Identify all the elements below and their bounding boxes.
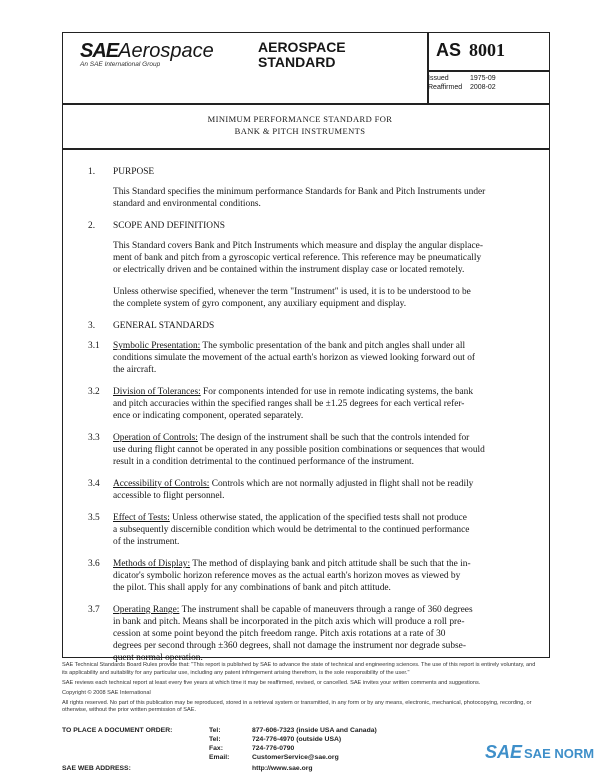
document-dates — [428, 74, 496, 92]
text-line: Accessibility of Controls: Controls which are not normally adjusted in flight shall not be readily — [113, 479, 474, 489]
subsection-heading: Effect of Tests: — [113, 513, 170, 523]
contact-label: Tel: — [209, 727, 221, 734]
text-line: the aircraft. — [113, 365, 157, 375]
issued-value: 1975-09 — [470, 75, 496, 82]
contact-label: Fax: — [209, 745, 223, 752]
logo-brand: SAE — [80, 40, 119, 62]
standard-type — [258, 40, 346, 70]
section-heading — [88, 166, 543, 178]
contact-value: 724-776-0790 — [252, 745, 295, 752]
logo-word: Aerospace — [118, 40, 214, 62]
as-number: 8001 — [469, 40, 506, 60]
text-line: a subsequently discernible condition which would be detrimental to the continued performance — [113, 525, 470, 535]
subsection — [88, 604, 543, 664]
subsection — [88, 478, 543, 502]
contact-value: CustomerService@sae.org — [252, 754, 339, 761]
subsection-heading: Methods of Display: — [113, 559, 191, 569]
section-title: SCOPE AND DEFINITIONS — [113, 221, 225, 231]
rights-notice: All rights reserved. No part of this publication may be reproduced, stored in a retrieval system or transmitted, in any form or by any means, electronic, mechanical, photocopying, recording, or otherwise, without the prior written permission of SAE. — [62, 699, 532, 713]
std-line1: AEROSPACE — [258, 39, 346, 55]
logo-group: An SAE International Group — [80, 61, 161, 68]
number-box-divider — [427, 70, 550, 72]
subsection — [88, 386, 543, 422]
subsection-text — [113, 558, 471, 594]
header-divider — [62, 103, 550, 105]
section-number: 1. — [88, 167, 96, 177]
text-line: standard and environmental conditions. — [113, 199, 261, 209]
text-line: ence or indicating component, operated separately. — [113, 411, 304, 421]
subsection-number: 3.1 — [88, 341, 100, 351]
subsection-heading: Operation of Controls: — [113, 433, 198, 443]
web-label: SAE WEB ADDRESS: — [62, 765, 131, 772]
sae-aerospace-logo — [80, 40, 214, 68]
text-line: the pilot. This shall apply for any combinations of bank and pitch attitude. — [113, 583, 391, 593]
notice-rules: SAE Technical Standards Board Rules provide that: "This report is published by SAE to advance the state of technical and engineering sciences. The use of this report is entirely voluntary, and its applicability and suitability for any particular use, including any patent infringement arising therefrom, is the sole responsibility of the user." — [62, 662, 536, 676]
text-line: conditions simulate the movement of the actual earth's horizon as viewed looking forward out of — [113, 353, 476, 363]
order-label: TO PLACE A DOCUMENT ORDER: — [62, 727, 173, 734]
subsection-number: 3.5 — [88, 513, 100, 523]
text-line: Operating Range: The instrument shall be capable of maneuvers through a range of 360 degrees — [113, 605, 473, 615]
watermark-text: SAE NORM — [524, 746, 595, 761]
subsection — [88, 512, 543, 548]
subsection-number: 3.4 — [88, 479, 100, 489]
sae-norm-watermark — [485, 742, 594, 763]
text-line: the complete system of gyro component, any auxiliary equipment and display. — [113, 299, 407, 309]
paragraph — [113, 186, 543, 210]
header-vertical-divider — [427, 32, 429, 104]
text-line: Methods of Display: The method of displaying bank and pitch attitude shall be such that the in- — [113, 559, 471, 569]
paragraph — [113, 240, 543, 276]
text-line: Division of Tolerances: For components intended for use in remote indicating systems, the bank — [113, 387, 474, 397]
subsection-heading: Operating Range: — [113, 605, 180, 615]
as-prefix: AS — [436, 40, 462, 60]
text-line: quent normal operation. — [113, 653, 203, 663]
watermark-brand: SAE — [485, 742, 523, 762]
reaffirmed-value: 2008-02 — [470, 84, 496, 91]
document-number — [436, 40, 505, 61]
title-line1: MINIMUM PERFORMANCE STANDARD FOR — [207, 114, 393, 124]
text-line: ment of bank and pitch from a gyroscopic vertical reference. This reference may be pneumatically — [113, 253, 482, 263]
text-line: Operation of Controls: The design of the instrument shall be such that the controls intended for — [113, 433, 470, 443]
reaffirmed-label: Reaffirmed — [428, 84, 463, 91]
paragraph — [113, 286, 543, 310]
title-divider — [62, 148, 550, 150]
title-line2: BANK & PITCH INSTRUMENTS — [234, 126, 366, 136]
text-line: Unless otherwise specified, whenever the term "Instrument" is used, it is to be understood to be — [113, 287, 471, 297]
text-line: dicator's symbolic horizon reference moves as the actual earth's horizon moves as viewed by — [113, 571, 461, 581]
subsection-number: 3.3 — [88, 433, 100, 443]
notice-review: SAE reviews each technical report at least every five years at which time it may be reaffirmed, revised, or cancelled. SAE invites your written comments and suggestions. — [62, 679, 481, 686]
std-line2: STANDARD — [258, 54, 336, 70]
subsection — [88, 558, 543, 594]
text-line: Symbolic Presentation: The symbolic presentation of the bank and pitch angles shall under all — [113, 341, 466, 351]
subsection-text — [113, 386, 473, 422]
subsection-text — [113, 512, 469, 548]
contact-label: Email: — [209, 754, 230, 761]
text-line: result in a condition detrimental to the continued performance of the instrument. — [113, 457, 414, 467]
issued-label: Issued — [428, 75, 449, 82]
text-line: Effect of Tests: Unless otherwise stated, the application of the specified tests shall not produce — [113, 513, 467, 523]
text-line: in bank and pitch. Means shall be incorporated in the pitch axis which will produce a roll pre- — [113, 617, 465, 627]
subsection-text — [113, 340, 475, 376]
text-line: degrees per second through ±360 degrees, shall not damage the instrument nor degrade subse- — [113, 641, 466, 651]
section-heading — [88, 320, 543, 332]
footer-notices — [62, 662, 542, 717]
copyright: Copyright © 2008 SAE International — [62, 689, 151, 696]
contact-value: 724-776-4970 (outside USA) — [252, 736, 342, 743]
section-number: 2. — [88, 221, 96, 231]
subsection-heading: Division of Tolerances: — [113, 387, 201, 397]
subsection-number: 3.7 — [88, 605, 100, 615]
text-line: or electrically driven and be contained within the instrument display case or located remotely. — [113, 265, 465, 275]
subsection-number: 3.2 — [88, 387, 100, 397]
text-line: of the instrument. — [113, 537, 180, 547]
document-title — [0, 113, 600, 137]
subsection-text — [113, 478, 473, 502]
subsection-text — [113, 432, 485, 468]
subsection-heading: Symbolic Presentation: — [113, 341, 201, 351]
document-body — [88, 166, 543, 674]
web-address: http://www.sae.org — [252, 765, 313, 772]
subsection-text — [113, 604, 473, 664]
section-title: GENERAL STANDARDS — [113, 321, 215, 331]
contact-label: Tel: — [209, 736, 221, 743]
section-number: 3. — [88, 321, 96, 331]
text-line: and pitch accuracies within the specified ranges shall be ±1.25 degrees for each vertical refer- — [113, 399, 465, 409]
text-line: This Standard covers Bank and Pitch Instruments which measure and display the angular displace- — [113, 241, 483, 251]
section-title: PURPOSE — [113, 167, 155, 177]
contact-value: 877-606-7323 (inside USA and Canada) — [252, 727, 377, 734]
text-line: This Standard specifies the minimum performance Standards for Bank and Pitch Instruments under — [113, 187, 486, 197]
subsection-heading: Accessibility of Controls: — [113, 479, 210, 489]
subsection-number: 3.6 — [88, 559, 100, 569]
text-line: use during flight cannot be operated in any possible position combinations or sequences that would — [113, 445, 485, 455]
text-line: accessible to flight personnel. — [113, 491, 225, 501]
subsection — [88, 340, 543, 376]
text-line: cession at some point beyond the pitch freedom range. Pitch axis rotations at a rate of 30 — [113, 629, 446, 639]
subsection — [88, 432, 543, 468]
section-heading — [88, 220, 543, 232]
